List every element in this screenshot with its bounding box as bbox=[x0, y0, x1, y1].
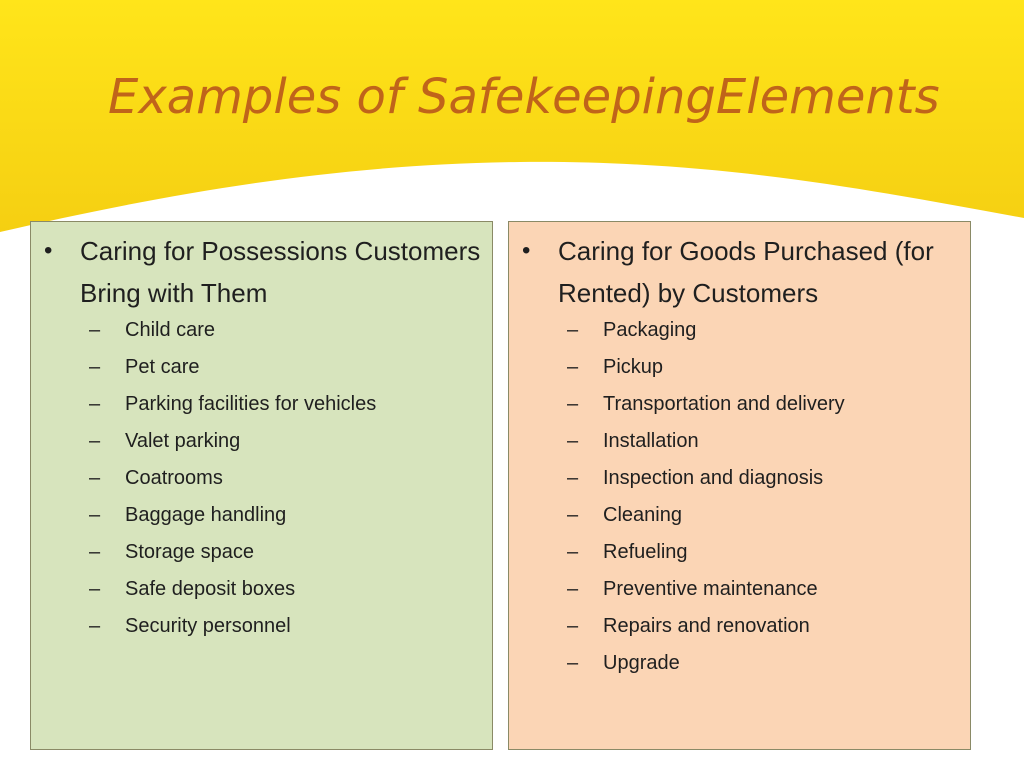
list-item bbox=[567, 312, 957, 349]
list-item bbox=[567, 386, 957, 423]
list-item-text: Storage space bbox=[125, 541, 254, 563]
list-item-text: Pickup bbox=[603, 356, 664, 378]
list-item-text: Baggage handling bbox=[125, 504, 287, 526]
list-item-text: Cleaning bbox=[603, 504, 682, 526]
dash-icon: – bbox=[567, 430, 579, 452]
dash-icon: – bbox=[567, 652, 579, 674]
dash-icon: – bbox=[567, 467, 579, 489]
dash-icon: – bbox=[567, 504, 579, 526]
right-panel bbox=[508, 221, 971, 750]
left-panel-heading-text: Caring for Possessions Customers Bring with Them bbox=[80, 236, 481, 308]
right-panel-list bbox=[567, 312, 957, 682]
dash-icon: – bbox=[89, 467, 101, 489]
list-item bbox=[89, 423, 479, 460]
dash-icon: – bbox=[89, 578, 101, 600]
dash-icon: – bbox=[89, 430, 101, 452]
list-item bbox=[567, 423, 957, 460]
list-item bbox=[567, 460, 957, 497]
list-item-text: Preventive maintenance bbox=[603, 578, 818, 600]
right-panel-heading bbox=[522, 230, 963, 314]
list-item-text: Security personnel bbox=[125, 615, 291, 637]
list-item bbox=[567, 349, 957, 386]
dash-icon: – bbox=[567, 393, 579, 415]
list-item-text: Repairs and renovation bbox=[603, 615, 810, 637]
list-item bbox=[89, 386, 479, 423]
list-item bbox=[89, 608, 479, 645]
left-panel bbox=[30, 221, 493, 750]
list-item-text: Packaging bbox=[603, 319, 697, 341]
dash-icon: – bbox=[567, 615, 579, 637]
list-item bbox=[89, 460, 479, 497]
list-item-text: Parking facilities for vehicles bbox=[125, 393, 377, 415]
list-item bbox=[567, 497, 957, 534]
dash-icon: – bbox=[567, 319, 579, 341]
left-panel-heading bbox=[44, 230, 485, 314]
list-item bbox=[89, 571, 479, 608]
dash-icon: – bbox=[567, 356, 579, 378]
list-item bbox=[89, 497, 479, 534]
list-item bbox=[567, 571, 957, 608]
dash-icon: – bbox=[89, 393, 101, 415]
list-item-text: Coatrooms bbox=[125, 467, 223, 489]
bullet-icon: • bbox=[44, 237, 53, 264]
list-item bbox=[89, 534, 479, 571]
list-item-text: Pet care bbox=[125, 356, 200, 378]
bullet-icon: • bbox=[522, 237, 531, 264]
dash-icon: – bbox=[89, 319, 101, 341]
list-item-text: Child care bbox=[125, 319, 216, 341]
list-item-text: Refueling bbox=[603, 541, 688, 563]
list-item bbox=[567, 534, 957, 571]
list-item-text: Safe deposit boxes bbox=[125, 578, 296, 600]
dash-icon: – bbox=[89, 615, 101, 637]
list-item-text: Installation bbox=[603, 430, 699, 452]
list-item-text: Inspection and diagnosis bbox=[603, 467, 824, 489]
dash-icon: – bbox=[89, 356, 101, 378]
dash-icon: – bbox=[89, 541, 101, 563]
dash-icon: – bbox=[567, 541, 579, 563]
slide-title: Examples of SafekeepingElements bbox=[108, 69, 940, 125]
dash-icon: – bbox=[567, 578, 579, 600]
list-item bbox=[567, 608, 957, 645]
list-item-text: Valet parking bbox=[125, 430, 241, 452]
list-item-text: Transportation and delivery bbox=[603, 393, 845, 415]
list-item-text: Upgrade bbox=[603, 652, 680, 674]
dash-icon: – bbox=[89, 504, 101, 526]
list-item bbox=[567, 645, 957, 682]
list-item bbox=[89, 349, 479, 386]
right-panel-heading-text: Caring for Goods Purchased (for Rented) by Customers bbox=[558, 236, 934, 308]
left-panel-list bbox=[89, 312, 479, 645]
list-item bbox=[89, 312, 479, 349]
